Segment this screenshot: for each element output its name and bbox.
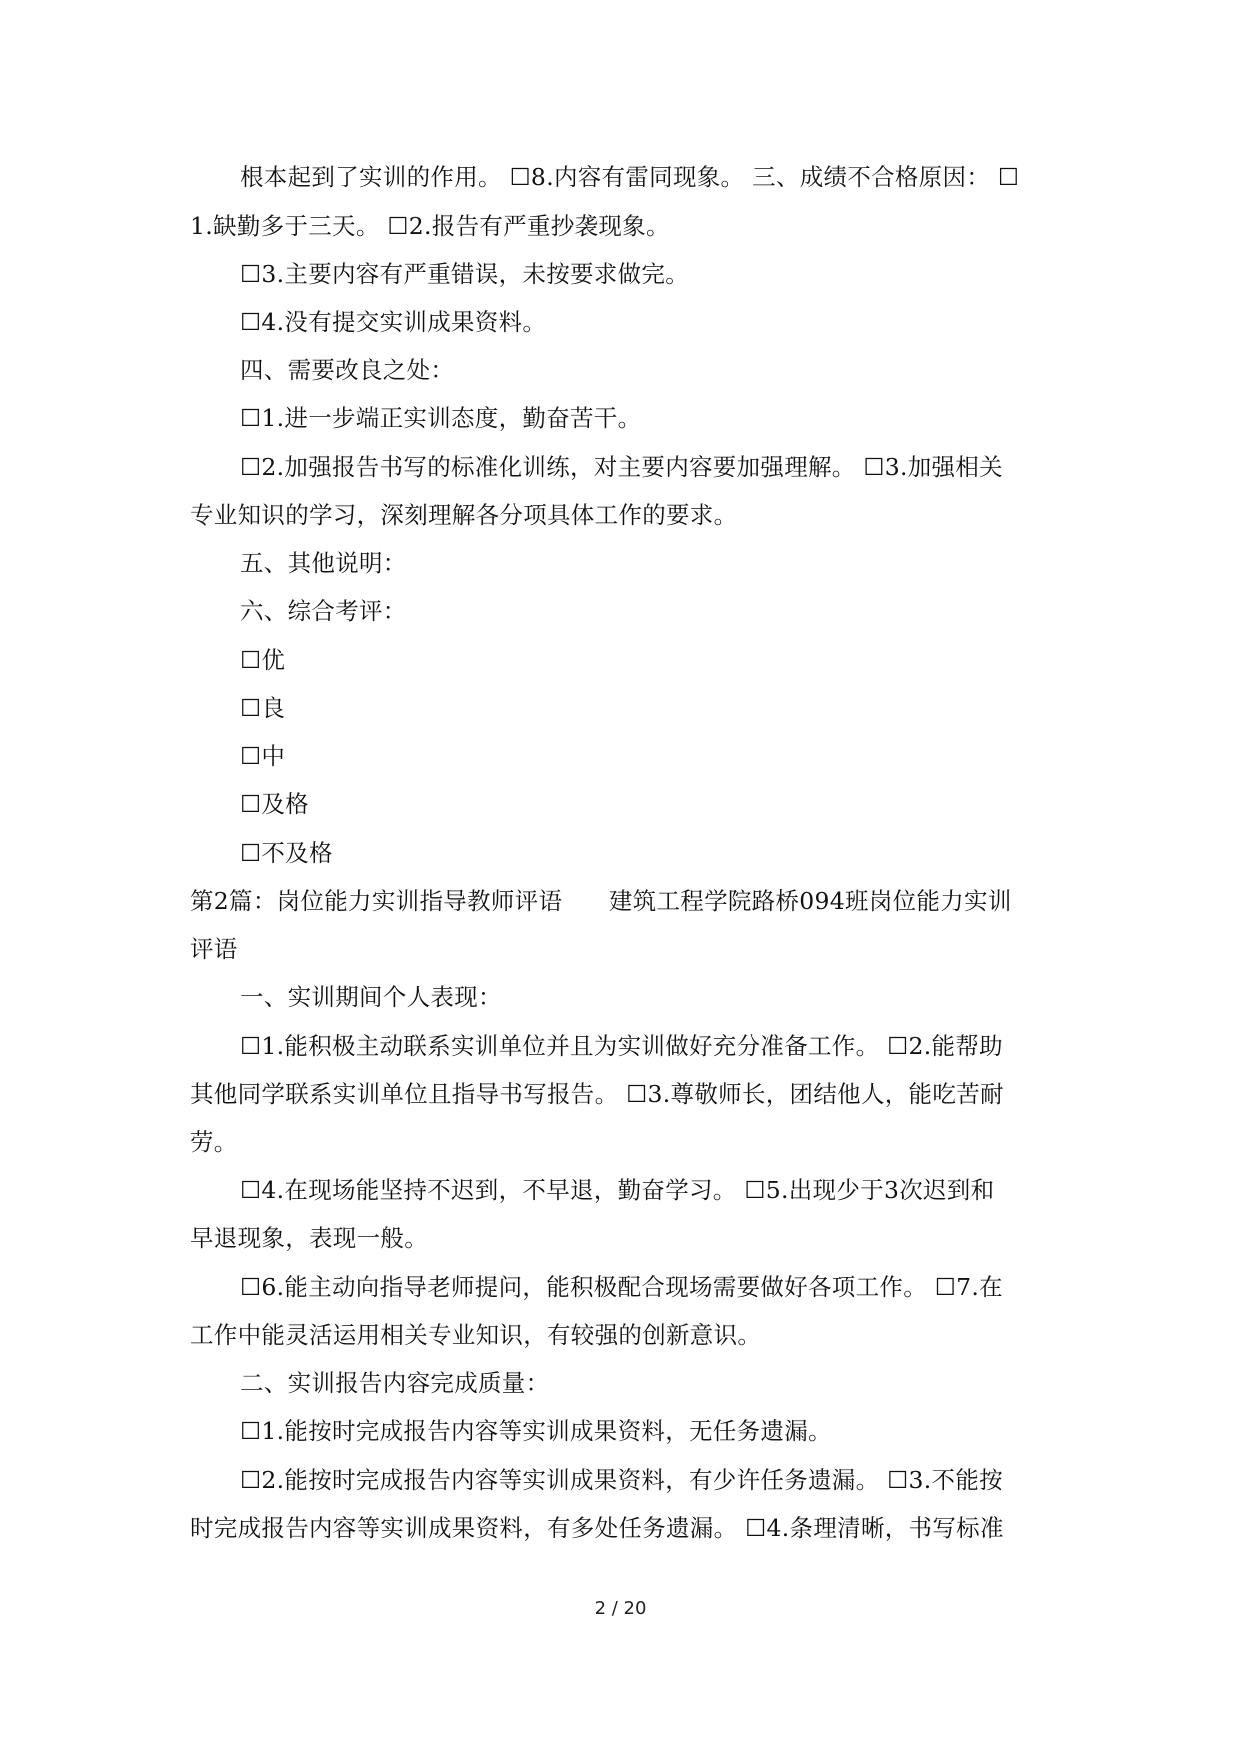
text-line: ☐2.能按时完成报告内容等实训成果资料，有少许任务遗漏。 ☐3.不能按 xyxy=(240,1466,1003,1494)
section-heading: 一、实训期间个人表现： xyxy=(240,983,502,1011)
chapter-title-continued: 评语 xyxy=(190,935,238,963)
text-line: 时完成报告内容等实训成果资料，有多处任务遗漏。 ☐4.条理清晰，书写标准 xyxy=(190,1514,1004,1542)
text-line: 根本起到了实训的作用。 ☐8.内容有雷同现象。 三、成绩不合格原因： ☐ xyxy=(240,163,1020,191)
text-line: ☐6.能主动向指导老师提问，能积极配合现场需要做好各项工作。 ☐7.在 xyxy=(240,1273,1003,1301)
grade-option: ☐优 xyxy=(240,646,286,674)
text-line: 其他同学联系实训单位且指导书写报告。 ☐3.尊敬师长，团结他人，能吃苦耐 xyxy=(190,1080,1004,1108)
section-heading: 五、其他说明： xyxy=(240,549,407,577)
page-number: 2 / 20 xyxy=(594,1598,647,1619)
text-line: ☐1.能按时完成报告内容等实训成果资料，无任务遗漏。 xyxy=(240,1417,832,1445)
section-heading: 六、综合考评： xyxy=(240,597,407,625)
text-line: 工作中能灵活运用相关专业知识，有较强的创新意识。 xyxy=(190,1321,762,1349)
text-line: 专业知识的学习，深刻理解各分项具体工作的要求。 xyxy=(190,501,738,529)
text-line: ☐2.加强报告书写的标准化训练，对主要内容要加强理解。 ☐3.加强相关 xyxy=(240,453,1003,481)
text-line: 劳。 xyxy=(190,1128,238,1156)
text-line: ☐1.进一步端正实训态度，勤奋苦干。 xyxy=(240,404,642,432)
chapter-title: 第2篇：岗位能力实训指导教师评语 建筑工程学院路桥094班岗位能力实训 xyxy=(190,887,1012,915)
text-line: 早退现象，表现一般。 xyxy=(190,1224,428,1252)
grade-option: ☐中 xyxy=(240,742,286,770)
grade-option: ☐不及格 xyxy=(240,839,333,867)
text-line: ☐3.主要内容有严重错误，未按要求做完。 xyxy=(240,260,689,288)
section-heading: 四、需要改良之处： xyxy=(240,356,455,384)
grade-option: ☐良 xyxy=(240,694,286,722)
text-line: ☐4.没有提交实训成果资料。 xyxy=(240,308,547,336)
section-heading: 二、实训报告内容完成质量： xyxy=(240,1369,550,1397)
text-line: ☐4.在现场能坚持不迟到，不早退，勤奋学习。 ☐5.出现少于3次迟到和 xyxy=(240,1176,995,1204)
text-line: ☐1.能积极主动联系实训单位并且为实训做好充分准备工作。 ☐2.能帮助 xyxy=(240,1032,1003,1060)
grade-option: ☐及格 xyxy=(240,790,309,818)
text-line: 1.缺勤多于三天。 ☐2.报告有严重抄袭现象。 xyxy=(190,212,670,240)
